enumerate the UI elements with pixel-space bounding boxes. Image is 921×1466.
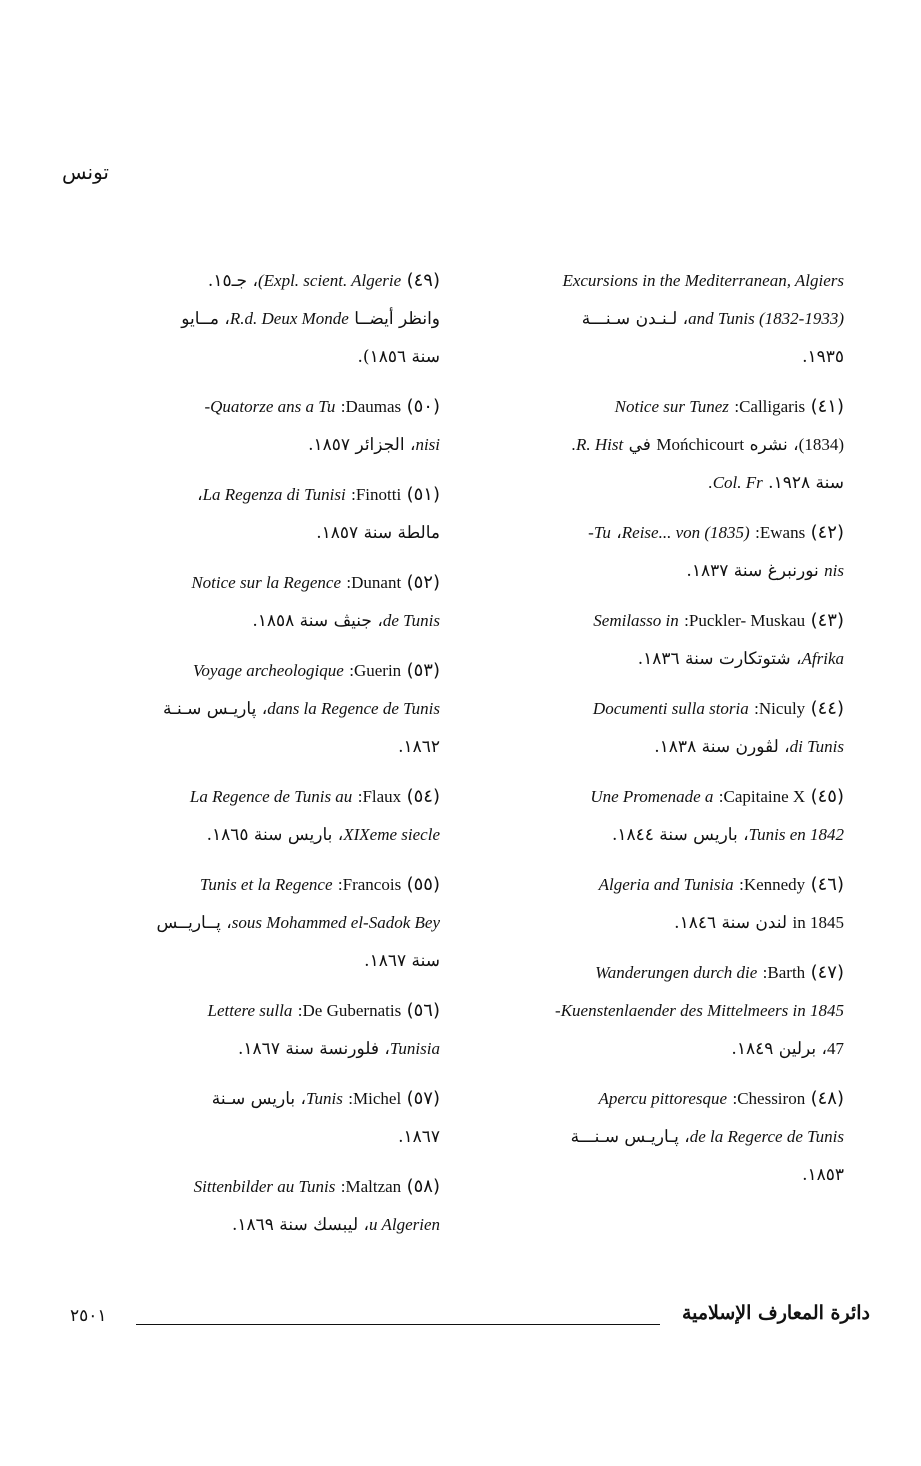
footer-rule [136,1324,660,1325]
entry-latin: R. Hist. [571,435,624,454]
entry-arabic: سنة ١٨٦٧. [364,951,440,971]
entry-title: Apercu pittoresque [598,1089,728,1108]
entry-latin: de la Regerce de Tunis [689,1127,844,1146]
page-footer [70,1302,870,1336]
bib-entry [52,652,440,766]
entry-title: Documenti sulla storia [592,699,749,718]
entry-arabic: ، باريس سنة ١٨٦٥. [206,825,344,845]
entry-number: (٤٧) [810,962,844,983]
entry-latin: de Tunis [382,611,440,630]
entry-author: Niculy: [754,699,806,718]
page-number: ٢٥٠١ [70,1306,107,1326]
entry-arabic: ، ليبسك سنة ١٨٦٩. [231,1215,370,1235]
entry-latin: Mońchicourt [656,435,745,454]
entry-arabic: نورنبرغ سنة ١٨٣٧. [686,561,819,581]
entry-number: (٥٨) [406,1176,440,1197]
entry-author: Flaux: [357,787,402,806]
entry-author: Barth: [762,963,806,982]
entry-number: (٤٢) [810,522,844,543]
entry-arabic: سنة ١٩٢٨. [768,473,844,493]
entry-latin: (1834) [798,435,844,454]
entry-latin: Afrika [801,649,844,668]
entry-arabic: مالطة سنة ١٨٥٧. [316,523,440,543]
entry-author: Michel: [348,1089,402,1108]
entry-number: (٤٥) [810,786,844,807]
entry-author: De Gubernatis: [297,1001,402,1020]
entry-arabic: ، نشره [749,435,799,455]
footer-encyclopedia-title: دائرة المعارف الإسلامية [681,1302,870,1324]
entry-arabic: ، [197,485,203,505]
bib-entry [52,564,440,640]
entry-title: La Regenza di Tunisi [202,485,346,504]
entry-author: Ewans: [755,523,806,542]
entry-number: (٤٣) [810,610,844,631]
entry-author: Maltzan: [340,1177,402,1196]
entry-title: Wanderungen durch die [595,963,758,982]
entry-title: Algeria and Tunisia [598,875,734,894]
bib-entry [472,388,844,502]
entry-title: La Regence de Tunis au [189,787,353,806]
entry-author: Kennedy: [739,875,806,894]
entry-number: (٤٦) [810,874,844,895]
entry-author: Chessiron: [732,1089,806,1108]
entry-arabic: ١٨٥٣. [802,1165,844,1185]
entry-author: Daumas: [340,397,402,416]
entry-arabic: وانظر أيضــا [354,309,440,329]
entry-arabic: سنة ١٨٥٦). [357,347,440,367]
entry-arabic: لندن سنة ١٨٤٦. [674,913,788,933]
entry-title: Tunis [306,1089,343,1108]
bib-entry [52,866,440,980]
bib-entry [52,778,440,854]
entry-arabic: ، پاريـس سـنـة [162,699,268,719]
entry-title: Semilasso in [593,611,679,630]
running-title: تونس [62,160,109,184]
entry-author: Dunant: [346,573,402,592]
entry-arabic: ، مــايو [181,309,230,329]
entry-number: (٤١) [810,396,844,417]
entry-latin: u Algerien [369,1215,440,1234]
entry-latin: Tunisia [389,1039,440,1058]
bib-entry [52,476,440,552]
entry-number: (٥٠) [406,396,440,417]
entry-number: (٥١) [406,484,440,505]
entry-arabic: ، فلورنسة سنة ١٨٦٧. [238,1039,390,1059]
entry-latin: nisi [415,435,440,454]
right-column [472,262,844,1206]
entry-arabic: ، برلين ١٨٤٩. [731,1039,827,1059]
entry-latin: 47 [827,1039,844,1058]
left-column [52,262,440,1256]
entry-author: Francois: [337,875,402,894]
entry-latin: dans la Regence de Tunis [267,699,440,718]
entry-number: (٥٦) [406,1000,440,1021]
entry-title: Tunis et la Regence [199,875,333,894]
entry-title: Sittenbilder au Tunis [193,1177,336,1196]
entry-author: Calligaris: [734,397,806,416]
entry-number: (٤٨) [810,1088,844,1109]
entry-arabic: ، پـاريـس سـنـــة [570,1127,690,1147]
entry-number: (٥٧) [406,1088,440,1109]
entry-number: (٥٣) [406,660,440,681]
bib-entry: (٤٢) Ewans: (1835) Reise... von، Tu- nis نورنبرغ سنة ١٨٣٧. [588,522,844,581]
entry-latin: sous Mohammed el-Sadok Bey [231,913,440,932]
entry-arabic: ١٩٣٥. [802,347,844,367]
entry-title: Voyage archeologique [192,661,344,680]
entry-arabic: في [628,435,651,455]
entry-title: Quatorze ans a Tu- [204,397,336,416]
entry-latin: Col. Fr. [708,473,763,492]
entry-latin: nis [824,561,844,580]
bib-entry [472,690,844,766]
entry-arabic: ، پــاريــس [156,913,232,933]
entry-latin: Expl. scient. Algerie) [257,271,402,290]
entry-latin: Kuenstenlaender des Mittelmeers in 1845- [555,1001,844,1020]
entry-latin: R.d. Deux Monde [229,309,349,328]
entry-title: Tu- [588,523,611,542]
entry-arabic: ، جـ١٥. [207,271,258,291]
bib-entry [472,778,844,854]
entry-author: Capitaine X: [718,787,806,806]
entry-arabic: ، جنيڤ سنة ١٨٥٨. [252,611,383,631]
entry-latin: in 1845 [792,913,844,932]
entry-latin: Excursions in the Mediterranean, Algiers [562,271,844,290]
entry-arabic: ، الجزائر ١٨٥٧. [308,435,416,455]
bib-entry [472,954,844,1068]
entry-number: (٥٢) [406,572,440,593]
entry-title: Notice sur la Regence [191,573,341,592]
entry-author: Guerin: [349,661,402,680]
entry-title: Lettere sulla [207,1001,293,1020]
bib-entry [472,602,844,678]
entry-arabic: ، شتوتكارت سنة ١٨٣٦. [637,649,802,669]
bib-entry [52,388,440,464]
bib-entry [52,1168,440,1244]
bib-entry: Excursions in the Mediterranean, Algiers and Tunis (1832-1933)، لـنـدن سـنـــة ١٩٣٥. [562,271,844,367]
entry-number: (٤٤) [810,698,844,719]
entry-title: (1835) Reise... von [621,523,750,542]
entry-arabic: ، لڤورن سنة ١٨٣٨. [654,737,790,757]
entry-title: Une Promenade a [590,787,714,806]
bib-entry [472,1080,844,1194]
entry-latin: Tunis en 1842 [748,825,844,844]
entry-number: (٥٤) [406,786,440,807]
entry-latin: and Tunis (1832-1933) [688,309,844,328]
entry-author: Finotti: [351,485,402,504]
bib-entry [52,262,440,376]
entry-arabic: لـنـدن سـنـــة [581,309,678,329]
entry-arabic: ١٨٦٢. [398,737,440,757]
bib-entry [472,866,844,942]
entry-author: Puckler- Muskau: [684,611,806,630]
entry-arabic: ، باريس سـنة [211,1089,307,1109]
entry-title: Notice sur Tunez [614,397,729,416]
entry-arabic: ١٨٦٧. [398,1127,440,1147]
entry-arabic: ، باريس سنة ١٨٤٤. [611,825,749,845]
entry-latin: XIXeme siecle [343,825,440,844]
entry-number: (٤٩) [406,270,440,291]
entry-latin: di Tunis [789,737,844,756]
bib-entry [52,1080,440,1156]
bib-entry [52,992,440,1068]
entry-number: (٥٥) [406,874,440,895]
